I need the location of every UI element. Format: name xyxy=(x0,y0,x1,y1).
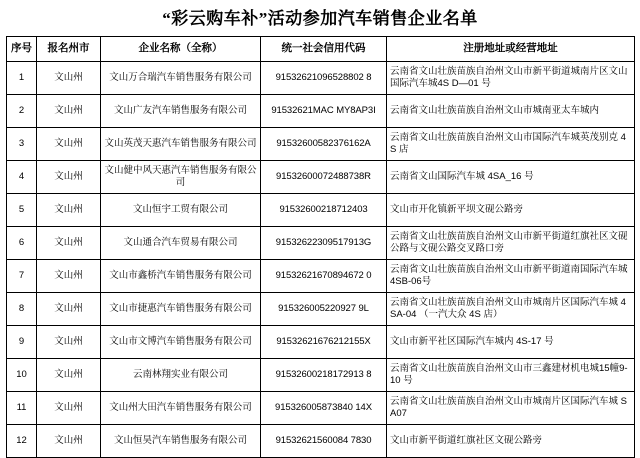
cell-address: 文山市新平街道红旗社区文砚公路旁 xyxy=(387,424,635,457)
column-header-company: 企业名称（全称） xyxy=(101,37,261,61)
column-header-index: 序号 xyxy=(7,37,37,61)
column-header-address: 注册地址或经营地址 xyxy=(387,37,635,61)
table-row xyxy=(7,391,635,424)
cell-index: 11 xyxy=(7,391,37,424)
table-row xyxy=(7,193,635,226)
cell-company: 文山市捷惠汽车销售服务有限公司 xyxy=(101,292,261,325)
cell-credit-code: 91532621676212155X xyxy=(261,325,387,358)
column-header-city: 报名州市 xyxy=(37,37,101,61)
cell-address: 云南省文山壮族苗族自治州文山市城南片区国际汽车城 4SA-04 （一汽大众 4S 店） xyxy=(387,292,635,325)
cell-index: 3 xyxy=(7,127,37,160)
page-title: “彩云购车补”活动参加汽车销售企业名单 xyxy=(162,9,478,28)
cell-credit-code: 91532600218172913 8 xyxy=(261,358,387,391)
cell-company: 文山通合汽车贸易有限公司 xyxy=(101,226,261,259)
cell-index: 7 xyxy=(7,259,37,292)
cell-credit-code: 915326005873840 14X xyxy=(261,391,387,424)
column-header-credit-code: 统一社会信用代码 xyxy=(261,37,387,61)
cell-company: 文山恒宇工贸有限公司 xyxy=(101,193,261,226)
cell-city: 文山州 xyxy=(37,127,101,160)
enterprise-list-table xyxy=(6,36,635,457)
table-row xyxy=(7,94,635,127)
cell-company: 文山市鑫桥汽车销售服务有限公司 xyxy=(101,259,261,292)
cell-address: 云南省文山壮族苗族自治州文山市城南亚太车城内 xyxy=(387,94,635,127)
cell-index: 4 xyxy=(7,160,37,193)
cell-company: 文山英茂天惠汽车销售服务有限公司 xyxy=(101,127,261,160)
table-row xyxy=(7,292,635,325)
cell-city: 文山州 xyxy=(37,292,101,325)
cell-address: 云南省文山壮族苗族自治州文山市国际汽车城英茂别克 4S 店 xyxy=(387,127,635,160)
cell-company: 云南林翔实业有限公司 xyxy=(101,358,261,391)
cell-address: 云南省文山壮族苗族自治州文山市新平街道城南片区文山国际汽车城4S D—01 号 xyxy=(387,61,635,94)
table-row xyxy=(7,160,635,193)
cell-index: 6 xyxy=(7,226,37,259)
cell-company: 文山广友汽车销售服务有限公司 xyxy=(101,94,261,127)
cell-address: 云南省文山国际汽车城 4SA_16 号 xyxy=(387,160,635,193)
cell-city: 文山州 xyxy=(37,358,101,391)
cell-index: 2 xyxy=(7,94,37,127)
cell-index: 5 xyxy=(7,193,37,226)
cell-index: 9 xyxy=(7,325,37,358)
table-row xyxy=(7,259,635,292)
cell-credit-code: 91532600218712403 xyxy=(261,193,387,226)
cell-city: 文山州 xyxy=(37,259,101,292)
cell-credit-code: 91532621MAC MY8AP3I xyxy=(261,94,387,127)
table-row xyxy=(7,127,635,160)
table-row xyxy=(7,325,635,358)
cell-address: 文山市开化镇新平坝文砚公路旁 xyxy=(387,193,635,226)
cell-credit-code: 91532600582376162A xyxy=(261,127,387,160)
cell-city: 文山州 xyxy=(37,94,101,127)
cell-address: 文山市新平社区国际汽车城内 4S-17 号 xyxy=(387,325,635,358)
cell-index: 1 xyxy=(7,61,37,94)
cell-address: 云南省文山壮族苗族自治州文山市三鑫建材机电城15幢9-10 号 xyxy=(387,358,635,391)
cell-city: 文山州 xyxy=(37,424,101,457)
cell-city: 文山州 xyxy=(37,325,101,358)
cell-company: 文山州大田汽车销售服务有限公司 xyxy=(101,391,261,424)
cell-city: 文山州 xyxy=(37,61,101,94)
cell-company: 文山恒昊汽车销售服务有限公司 xyxy=(101,424,261,457)
cell-credit-code: 91532621096528802 8 xyxy=(261,61,387,94)
cell-city: 文山州 xyxy=(37,160,101,193)
cell-index: 8 xyxy=(7,292,37,325)
cell-index: 10 xyxy=(7,358,37,391)
table-row xyxy=(7,424,635,457)
cell-credit-code: 91532621670894672 0 xyxy=(261,259,387,292)
table-row xyxy=(7,226,635,259)
cell-index: 12 xyxy=(7,424,37,457)
table-header-row xyxy=(7,37,635,61)
cell-credit-code: 91532600072488738R xyxy=(261,160,387,193)
cell-credit-code: 91532621560084 7830 xyxy=(261,424,387,457)
cell-company: 文山市文博汽车销售服务有限公司 xyxy=(101,325,261,358)
cell-company: 文山健中风天惠汽车销售服务有限公司 xyxy=(101,160,261,193)
table-row xyxy=(7,61,635,94)
table-row xyxy=(7,358,635,391)
cell-company: 文山万合瑞汽车销售服务有限公司 xyxy=(101,61,261,94)
table-body xyxy=(7,61,635,457)
cell-city: 文山州 xyxy=(37,391,101,424)
cell-address: 云南省文山壮族苗族自治州文山市新平街道南国际汽车城 4SB-06号 xyxy=(387,259,635,292)
cell-address: 云南省文山壮族苗族自治州文山市新平街道红旗社区文砚公路与文砚公路交叉路口旁 xyxy=(387,226,635,259)
cell-credit-code: 91532622309517913G xyxy=(261,226,387,259)
cell-address: 云南省文山壮族苗族自治州文山市城南片区国际汽车城 SA07 xyxy=(387,391,635,424)
cell-city: 文山州 xyxy=(37,193,101,226)
cell-city: 文山州 xyxy=(37,226,101,259)
cell-credit-code: 915326005220927 9L xyxy=(261,292,387,325)
